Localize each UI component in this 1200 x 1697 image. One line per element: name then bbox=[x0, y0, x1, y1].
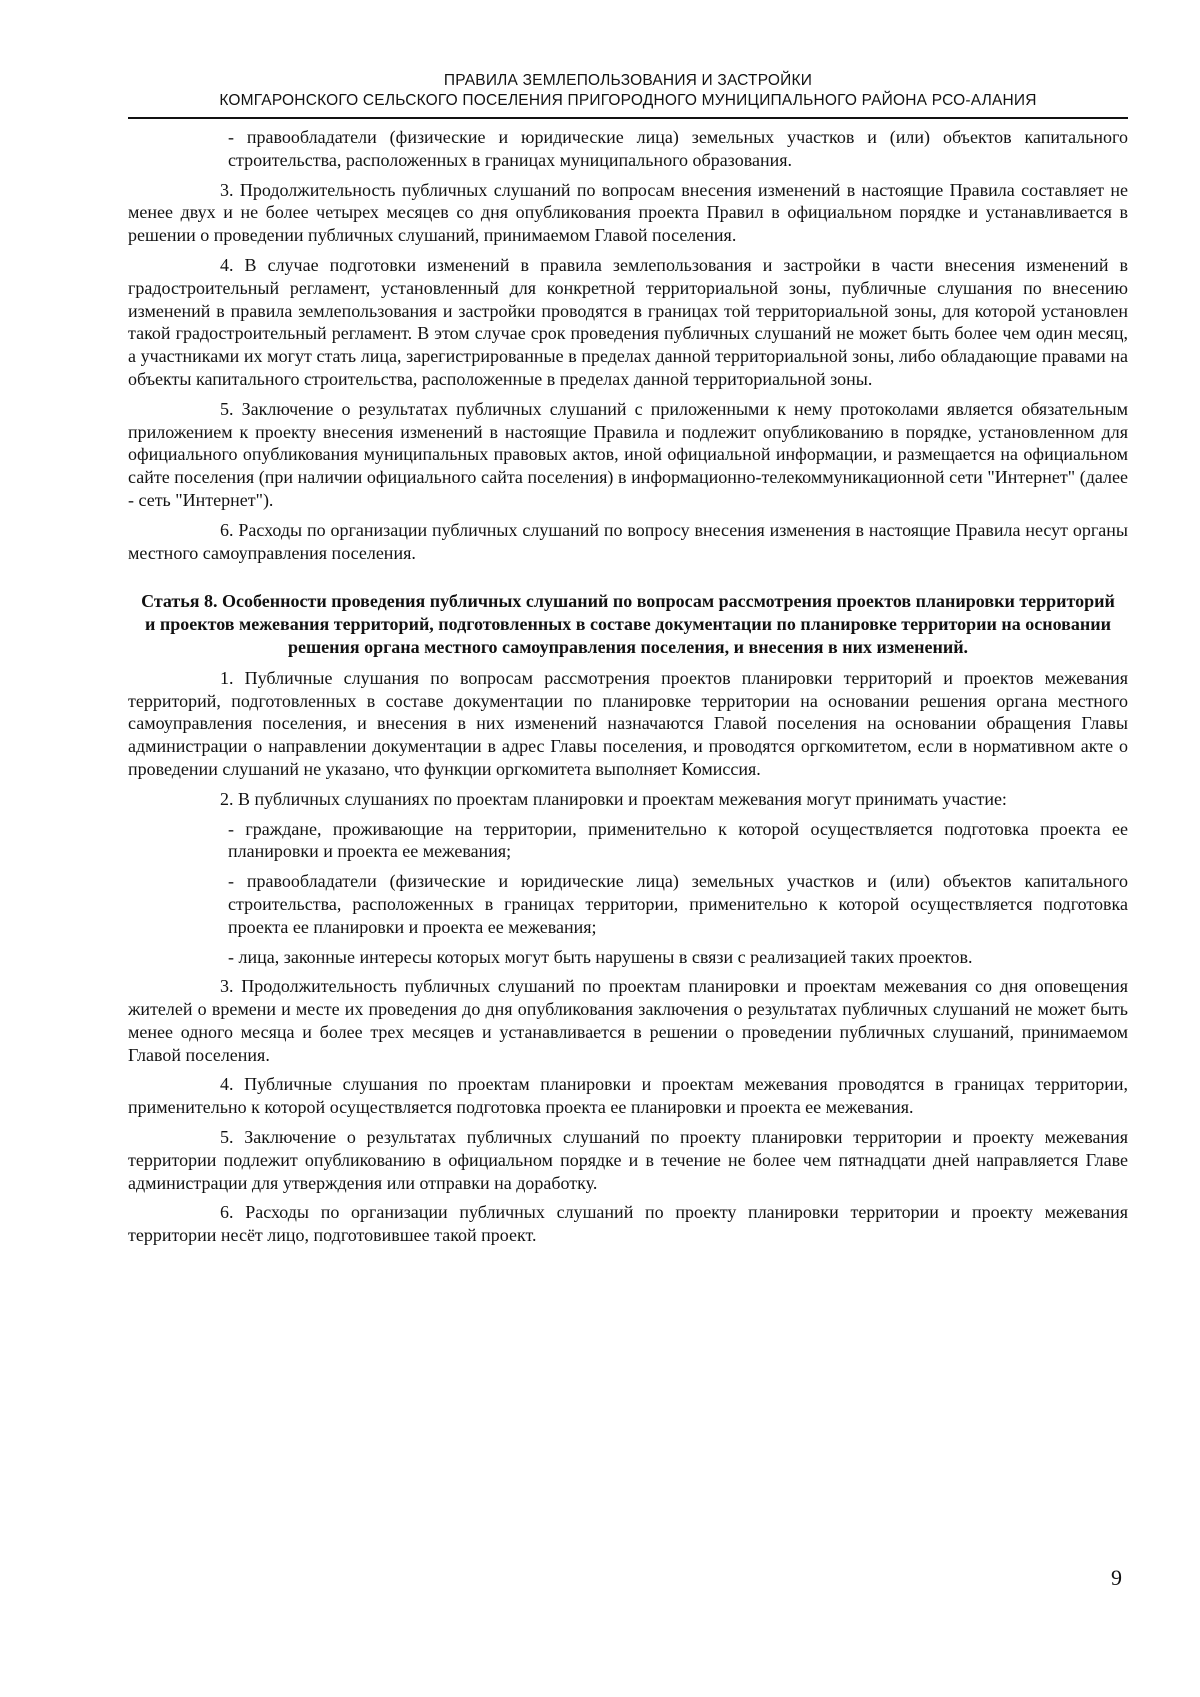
paragraph-article8-5: 5. Заключение о результатах публичных слушаний по проекту планировки территории и проекту межевания территории подлежит опубликованию в официальном порядке и в течение не более чем пятнадцати дней направляется Главе администрации для утверждения или отправки на доработку. bbox=[128, 1127, 1128, 1193]
paragraph-duration: 3. Продолжительность публичных слушаний по вопросам внесения изменений в настоящие Правила составляет не менее двух и не более четырех месяцев со дня опубликования проекта Правил в официальном порядке и устанавливается в решении о проведении публичных слушаний, принимаемом Главой поселения. bbox=[128, 179, 1128, 246]
page-number: 9 bbox=[1111, 1565, 1122, 1590]
paragraph-conclusion: 5. Заключение о результатах публичных слушаний с приложенными к нему протоколами является обязательным приложением к проекту внесения изменений в настоящие Правила и подлежит опубликованию в порядке, установленном для официального опубликования муниципальных правовых актов, иной официальной информации, и размещается на официальном сайте поселения (при наличии официального сайта поселения) в информационно-телекоммуникационной сети "Интернет" (далее - сеть "Интернет"). bbox=[128, 398, 1128, 510]
paragraph-article8-2: 2. В публичных слушаниях по проектам планировки и проектам межевания могут принимать участие: bbox=[220, 788, 1007, 809]
paragraph-article8-6: 6. Расходы по организации публичных слушаний по проекту планировки территории и проекту межевания территории несёт лицо, подготовившее такой проект. bbox=[128, 1202, 1128, 1246]
list-item-rightholders: - правообладатели (физические и юридические лица) земельных участков и (или) объектов капитального строительства, расположенных в границах муниципального образования. bbox=[228, 127, 1128, 170]
list-item-affected-persons: - лица, законные интересы которых могут быть нарушены в связи с реализацией таких проектов. bbox=[228, 946, 973, 967]
paragraph-article8-1: 1. Публичные слушания по вопросам рассмотрения проектов планировки территорий и проектов межевания территорий, подготовленных в составе документации по планировке территории на основании решения органа местного самоуправления поселения, и внесения в них изменений назначаются Главой поселения на основании обращения Главы администрации о направлении документации в адрес Главы поселения, и проводятся оргкомитетом, если в нормативном акте о проведении слушаний не указано, что функции оргкомитета выполняет Комиссия. bbox=[128, 667, 1128, 779]
running-header bbox=[128, 71, 1128, 111]
paragraph-article8-3: 3. Продолжительность публичных слушаний по проектам планировки и проектам межевания со дня оповещения жителей о времени и месте их проведения до дня опубликования заключения о результатах публичных слушаний не может быть менее одного месяца и более трех месяцев и устанавливается в решении о проведении публичных слушаний, принимаемом Главой поселения. bbox=[128, 976, 1128, 1065]
paragraph-zone-regulation: 4. В случае подготовки изменений в правила землепользования и застройки в части внесения изменений в градостроительный регламент, установленный для конкретной территориальной зоны, публичные слушания по внесению изменений в правила землепользования и застройки проводятся в границах той территориальной зоны, для которой установлен такой градостроительный регламент. В этом случае срок проведения публичных слушаний не может быть более чем один месяц, а участниками их могут стать лица, зарегистрированные в пределах данной территориальной зоны, либо обладающие правами на объекты капитального строительства, расположенные в пределах данной территориальной зоны. bbox=[128, 254, 1128, 389]
paragraph-article8-4: 4. Публичные слушания по проектам планировки и проектам межевания проводятся в границах территории, применительно к которой осуществляется подготовка проекта ее планировки и проекта ее межевания. bbox=[128, 1074, 1128, 1118]
paragraph-expenses: 6. Расходы по организации публичных слушаний по вопросу внесения изменения в настоящие Правила несут органы местного самоуправления поселения. bbox=[128, 519, 1128, 563]
document-body bbox=[128, 126, 1128, 1254]
list-item-citizens: - граждане, проживающие на территории, применительно к которой осуществляется подготовка проекта ее планировки и проекта ее межевания; bbox=[228, 818, 1128, 862]
article-heading: Статья 8. Особенности проведения публичных слушаний по вопросам рассмотрения проектов планировки территорий и проектов межевания территорий, подготовленных в составе документации по планировке территории на основании решения органа местного самоуправления поселения, и внесения в них изменений. bbox=[141, 591, 1115, 657]
header-subtitle: КОМГАРОНСКОГО СЕЛЬСКОГО ПОСЕЛЕНИЯ ПРИГОРОДНОГО МУНИЦИПАЛЬНОГО РАЙОНА РСО-АЛАНИЯ bbox=[219, 92, 1037, 109]
list-item-rightholders-territory: - правообладатели (физические и юридические лица) земельных участков и (или) объектов капитального строительства, расположенных в границах территории, применительно к которой осуществляется подготовка проекта ее планировки и проекта ее межевания; bbox=[228, 871, 1128, 937]
header-divider bbox=[128, 117, 1128, 119]
header-title: ПРАВИЛА ЗЕМЛЕПОЛЬЗОВАНИЯ И ЗАСТРОЙКИ bbox=[443, 72, 813, 89]
